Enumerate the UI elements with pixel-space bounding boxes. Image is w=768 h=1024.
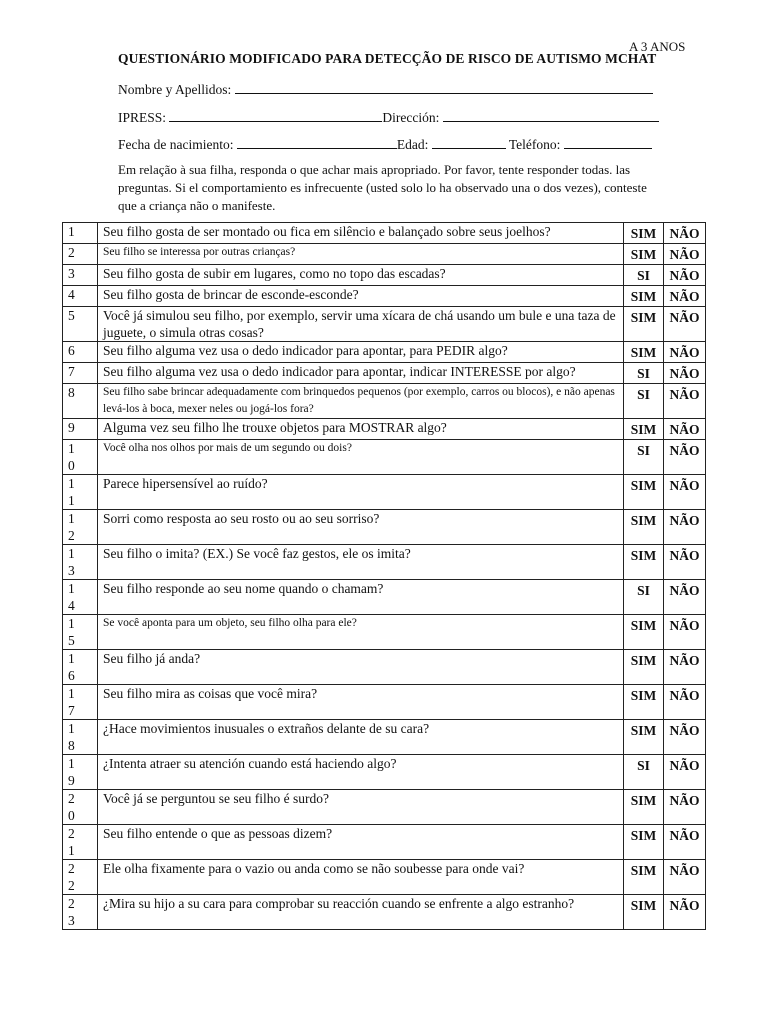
question-number: 2 1: [63, 825, 98, 860]
question-number: 1 4: [63, 580, 98, 615]
birth-label: Fecha de nacimiento:: [118, 137, 234, 152]
answer-yes[interactable]: [624, 342, 664, 363]
question-text: Alguma vez seu filho lhe trouxe objetos para MOSTRAR algo?: [98, 419, 624, 440]
answer-yes[interactable]: [624, 860, 664, 895]
answer-no[interactable]: [664, 244, 706, 265]
name-row: [118, 79, 653, 98]
question-number: 1 2: [63, 510, 98, 545]
answer-no-label: NÃO: [669, 366, 700, 381]
answer-yes[interactable]: [624, 244, 664, 265]
question-number: 2: [63, 244, 98, 265]
answer-no-label: NÃO: [669, 583, 700, 598]
answer-yes-label: SIM: [630, 247, 657, 262]
age-label: Edad:: [396, 137, 429, 152]
answer-no[interactable]: [664, 650, 706, 685]
address-field[interactable]: [443, 107, 659, 122]
question-number: 1: [63, 223, 98, 244]
birth-row: [118, 134, 652, 153]
question-text: Você olha nos olhos por mais de um segundo ou dois?: [98, 440, 624, 475]
answer-no-label: NÃO: [669, 723, 700, 738]
answer-yes-label: SIM: [630, 289, 657, 304]
answer-yes-label: SIM: [630, 548, 657, 563]
answer-yes[interactable]: [624, 363, 664, 384]
question-text: Parece hipersensível ao ruído?: [98, 475, 624, 510]
question-row: [63, 384, 706, 419]
question-text: Seu filho gosta de ser montado ou fica em silêncio e balançado sobre seus joelhos?: [98, 223, 624, 244]
birth-field[interactable]: [237, 134, 397, 149]
question-row: [63, 615, 706, 650]
question-number: 8: [63, 384, 98, 419]
question-text: ¿Mira su hijo a su cara para comprobar su reacción cuando se enfrente a algo estranho?: [98, 895, 624, 930]
address-label: Dirección:: [382, 110, 440, 125]
ipress-row: [118, 107, 659, 126]
question-text: Seu filho entende o que as pessoas dizem?: [98, 825, 624, 860]
question-number: 1 6: [63, 650, 98, 685]
answer-yes-label: SIM: [630, 828, 657, 843]
answer-yes[interactable]: [624, 720, 664, 755]
answer-no[interactable]: [664, 475, 706, 510]
answer-yes-label: SIM: [630, 226, 657, 241]
answer-no[interactable]: [664, 510, 706, 545]
question-text: Se você aponta para um objeto, seu filho olha para ele?: [98, 615, 624, 650]
answer-no[interactable]: [664, 755, 706, 790]
answer-no[interactable]: [664, 685, 706, 720]
question-text: Seu filho gosta de brincar de esconde-esconde?: [98, 286, 624, 307]
question-text: ¿Hace movimientos inusuales o extraños delante de su cara?: [98, 720, 624, 755]
answer-yes[interactable]: [624, 223, 664, 244]
question-number: 1 7: [63, 685, 98, 720]
answer-yes-label: SI: [637, 443, 650, 458]
question-number: 3: [63, 265, 98, 286]
answer-yes-label: SIM: [630, 863, 657, 878]
answer-yes-label: SIM: [630, 345, 657, 360]
question-text: Seu filho responde ao seu nome quando o chamam?: [98, 580, 624, 615]
answer-no[interactable]: [664, 307, 706, 342]
answer-yes[interactable]: [624, 440, 664, 475]
answer-yes[interactable]: [624, 790, 664, 825]
ipress-label: IPRESS:: [118, 110, 167, 125]
answer-no-label: NÃO: [669, 793, 700, 808]
question-number: 4: [63, 286, 98, 307]
question-row: [63, 685, 706, 720]
answer-no[interactable]: [664, 825, 706, 860]
answer-yes[interactable]: [624, 580, 664, 615]
answer-yes-label: SIM: [630, 898, 657, 913]
answer-yes[interactable]: [624, 895, 664, 930]
question-text: Seu filho gosta de subir em lugares, como no topo das escadas?: [98, 265, 624, 286]
question-row: [63, 720, 706, 755]
answer-no-label: NÃO: [669, 310, 700, 325]
answer-no-label: NÃO: [669, 226, 700, 241]
answer-no-label: NÃO: [669, 688, 700, 703]
answer-no-label: NÃO: [669, 653, 700, 668]
answer-no-label: NÃO: [669, 898, 700, 913]
answer-yes-label: SI: [637, 268, 650, 283]
answer-no-label: NÃO: [669, 247, 700, 262]
question-row: [63, 440, 706, 475]
answer-no[interactable]: [664, 363, 706, 384]
answer-no[interactable]: [664, 223, 706, 244]
question-row: [63, 419, 706, 440]
answer-yes[interactable]: [624, 755, 664, 790]
answer-yes-label: SIM: [630, 513, 657, 528]
answer-no[interactable]: [664, 419, 706, 440]
question-row: [63, 860, 706, 895]
answer-no[interactable]: [664, 265, 706, 286]
question-row: [63, 265, 706, 286]
answer-yes-label: SIM: [630, 653, 657, 668]
phone-field[interactable]: [564, 134, 652, 149]
question-row: [63, 790, 706, 825]
question-text: Você já se perguntou se seu filho é surdo?: [98, 790, 624, 825]
question-text: Seu filho alguma vez usa o dedo indicador para apontar, indicar INTERESSE por algo?: [98, 363, 624, 384]
answer-no[interactable]: [664, 384, 706, 419]
question-row: [63, 580, 706, 615]
age-range-label: A 3 ANOS: [629, 39, 686, 54]
answer-yes-label: SIM: [630, 310, 657, 325]
question-text: Seu filho se interessa por outras crianças?: [98, 244, 624, 265]
answer-no[interactable]: [664, 440, 706, 475]
answer-no[interactable]: [664, 286, 706, 307]
answer-yes[interactable]: [624, 384, 664, 419]
question-text: Ele olha fixamente para o vazio ou anda como se não soubesse para onde vai?: [98, 860, 624, 895]
question-number: 1 3: [63, 545, 98, 580]
name-label: Nombre y Apellidos:: [118, 82, 232, 97]
question-row: [63, 223, 706, 244]
answer-yes[interactable]: [624, 307, 664, 342]
answer-no-label: NÃO: [669, 828, 700, 843]
answer-no-label: NÃO: [669, 345, 700, 360]
question-number: 2 3: [63, 895, 98, 930]
question-number: 2 2: [63, 860, 98, 895]
question-row: [63, 755, 706, 790]
question-row: [63, 475, 706, 510]
question-text: Você já simulou seu filho, por exemplo, servir uma xícara de chá usando um bule e una taza de juguete, o simula otras cosas?: [98, 307, 624, 342]
answer-no[interactable]: [664, 342, 706, 363]
answer-yes[interactable]: [624, 545, 664, 580]
question-text: Sorri como resposta ao seu rosto ou ao seu sorriso?: [98, 510, 624, 545]
answer-yes-label: SI: [637, 758, 650, 773]
answer-no[interactable]: [664, 580, 706, 615]
answer-yes[interactable]: [624, 286, 664, 307]
question-number: 9: [63, 419, 98, 440]
question-text: Seu filho sabe brincar adequadamente com brinquedos pequenos (por exemplo, carros ou blocos), e não apenas levá-los à boca, mexer neles ou jogá-los fora?: [98, 384, 624, 419]
answer-yes[interactable]: [624, 510, 664, 545]
name-field[interactable]: [235, 79, 653, 94]
question-row: [63, 545, 706, 580]
answer-yes[interactable]: [624, 825, 664, 860]
question-row: [63, 307, 706, 342]
answer-yes-label: SIM: [630, 478, 657, 493]
question-number: 5: [63, 307, 98, 342]
question-number: 1 1: [63, 475, 98, 510]
answer-yes-label: SIM: [630, 793, 657, 808]
question-row: [63, 510, 706, 545]
answer-yes-label: SIM: [630, 618, 657, 633]
question-row: [63, 363, 706, 384]
answer-no-label: NÃO: [669, 618, 700, 633]
answer-no[interactable]: [664, 720, 706, 755]
answer-no[interactable]: [664, 790, 706, 825]
question-row: [63, 244, 706, 265]
question-text: Seu filho mira as coisas que você mira?: [98, 685, 624, 720]
answer-yes[interactable]: [624, 615, 664, 650]
answer-no-label: NÃO: [669, 758, 700, 773]
question-number: 7: [63, 363, 98, 384]
question-row: [63, 895, 706, 930]
answer-no-label: NÃO: [669, 548, 700, 563]
question-text: ¿Intenta atraer su atención cuando está haciendo algo?: [98, 755, 624, 790]
question-number: 2 0: [63, 790, 98, 825]
question-number: 1 0: [63, 440, 98, 475]
question-text: Seu filho o imita? (EX.) Se você faz gestos, ele os imita?: [98, 545, 624, 580]
answer-no-label: NÃO: [669, 422, 700, 437]
question-row: [63, 342, 706, 363]
answer-no-label: NÃO: [669, 268, 700, 283]
question-number: 6: [63, 342, 98, 363]
question-row: [63, 825, 706, 860]
question-text: Seu filho já anda?: [98, 650, 624, 685]
question-row: [63, 286, 706, 307]
answer-yes[interactable]: [624, 419, 664, 440]
answer-no-label: NÃO: [669, 513, 700, 528]
question-number: 1 8: [63, 720, 98, 755]
answer-no[interactable]: [664, 615, 706, 650]
instructions: Em relação à sua filha, responda o que achar mais apropriado. Por favor, tente responder todas. las preguntas. Si el comportamiento es infrecuente (usted solo lo ha observado una o dos vezes), conteste que a criança não o manifeste.: [118, 162, 647, 213]
answer-yes-label: SIM: [630, 422, 657, 437]
answer-no-label: NÃO: [669, 289, 700, 304]
age-field[interactable]: [432, 134, 506, 149]
question-number: 1 9: [63, 755, 98, 790]
answer-yes-label: SIM: [630, 723, 657, 738]
answer-no-label: NÃO: [669, 478, 700, 493]
question-row: [63, 650, 706, 685]
answer-no[interactable]: [664, 860, 706, 895]
answer-no[interactable]: [664, 895, 706, 930]
answer-no-label: NÃO: [669, 443, 700, 458]
answer-yes-label: SI: [637, 366, 650, 381]
answer-yes-label: SIM: [630, 688, 657, 703]
answer-yes[interactable]: [624, 265, 664, 286]
questionnaire-table: [62, 222, 706, 930]
answer-yes[interactable]: [624, 475, 664, 510]
answer-no-label: NÃO: [669, 863, 700, 878]
phone-label: Teléfono:: [508, 137, 561, 152]
form-title: QUESTIONÁRIO MODIFICADO PARA DETECÇÃO DE RISCO DE AUTISMO MCHAT: [118, 51, 657, 66]
question-number: 1 5: [63, 615, 98, 650]
answer-yes[interactable]: [624, 650, 664, 685]
answer-yes-label: SI: [637, 583, 650, 598]
answer-yes-label: SI: [637, 387, 650, 402]
question-text: Seu filho alguma vez usa o dedo indicador para apontar, para PEDIR algo?: [98, 342, 624, 363]
ipress-field[interactable]: [169, 107, 382, 122]
answer-no[interactable]: [664, 545, 706, 580]
answer-yes[interactable]: [624, 685, 664, 720]
answer-no-label: NÃO: [669, 387, 700, 402]
